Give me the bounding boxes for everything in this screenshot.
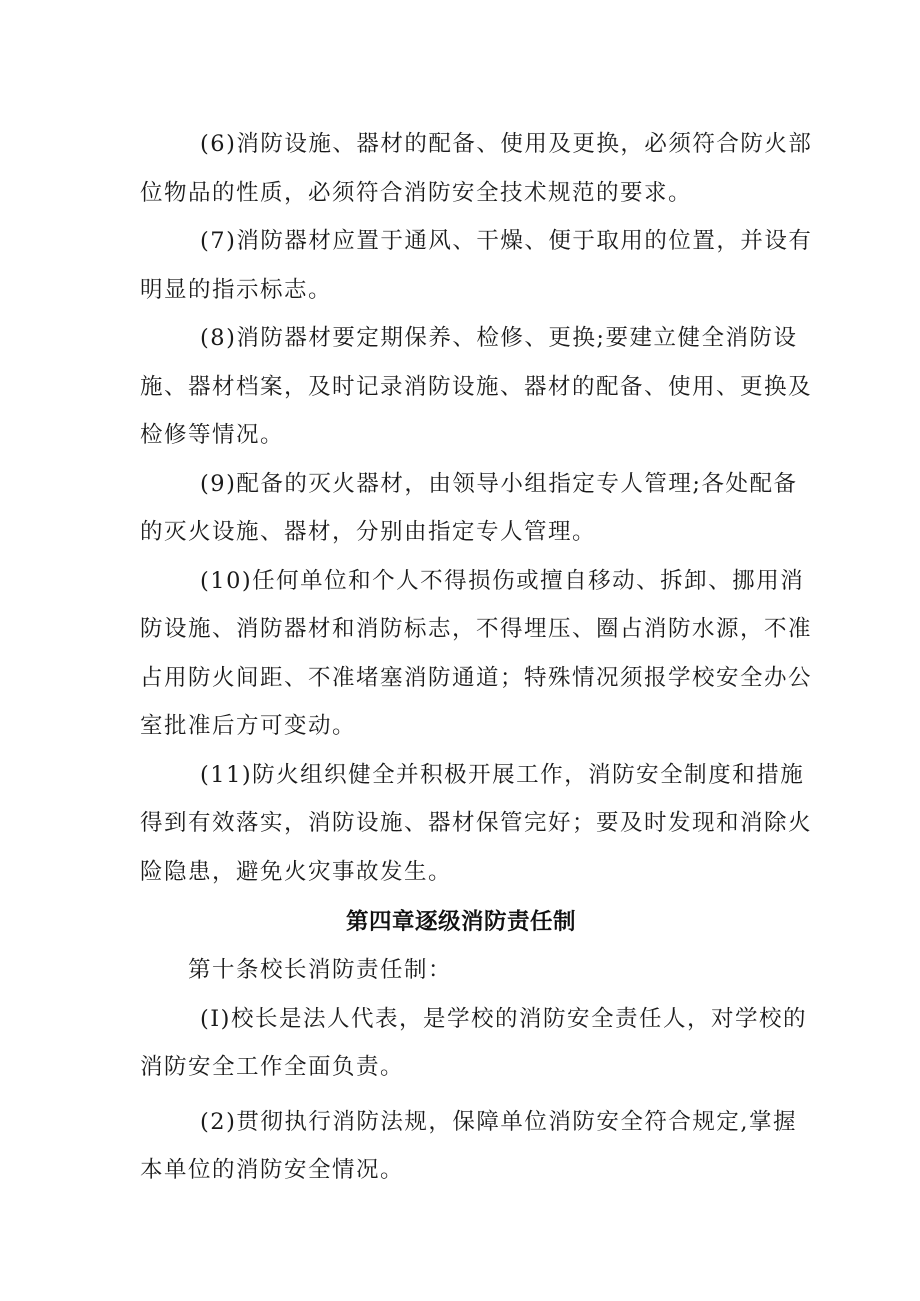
text-line: 防设施、消防器材和消防标志，不得埋压、圈占消防水源，不准 [140, 616, 813, 642]
text-line: 险隐患，避免火灾事故发生。 [140, 858, 453, 885]
text-line: (2)贯彻执行消防法规，保障单位消防安全符合规定,掌握 [200, 1108, 798, 1135]
text-line: 的灭火设施、器材，分别由指定专人管理。 [140, 519, 597, 545]
text-line: 消防安全工作全面负责。 [140, 1054, 405, 1080]
text-line: 明显的指示标志。 [140, 276, 333, 303]
article-heading-text: 第十条校长消防责任制： [188, 957, 453, 983]
text-line: (11)防火组织健全并积极开展工作，消防安全制度和措施 [200, 761, 805, 788]
paragraph-item-7 [140, 217, 813, 314]
text-line: (9)配备的灭火器材，由领导小组指定专人管理;各处配备 [200, 470, 798, 497]
text-line: 施、器材档案，及时记录消防设施、器材的配备、使用、更换及 [140, 373, 813, 400]
text-line: (I)校长是法人代表，是学校的消防安全责任人，对学校的 [200, 1005, 807, 1032]
paragraph-item-10 [140, 557, 813, 751]
text-line: 本单位的消防安全情况。 [140, 1157, 405, 1183]
text-line: 位物品的性质，必须符合消防安全技术规范的要求。 [140, 179, 693, 206]
article-heading [140, 946, 782, 995]
text-line: (6)消防设施、器材的配备、使用及更换，必须符合防火部 [200, 131, 813, 157]
paragraph-item-11 [140, 751, 813, 897]
chapter-title: 第四章逐级消防责任制 [345, 909, 576, 935]
article-paragraph-2 [140, 1098, 798, 1195]
body-text-upper [140, 120, 813, 896]
body-text-lower [140, 946, 807, 1195]
text-line: 检修等情况。 [140, 422, 285, 448]
text-line: (10)任何单位和个人不得损伤或擅自移动、拆卸、挪用消 [200, 567, 805, 594]
text-line: 室批准后方可变动。 [140, 713, 357, 739]
article-paragraph-1 [140, 995, 807, 1092]
paragraph-item-8 [140, 314, 813, 460]
paragraph-item-6 [140, 120, 813, 217]
text-line: (8)消防器材要定期保养、检修、更换;要建立健全消防设 [200, 325, 798, 351]
text-line: 占用防火间距、不准堵塞消防通道；特殊情况须报学校安全办公 [140, 664, 813, 691]
paragraph-item-9 [140, 460, 798, 557]
text-line: 得到有效落实，消防设施、器材保管完好；要及时发现和消除火 [140, 810, 813, 836]
text-line: (7)消防器材应置于通风、干燥、便于取用的位置，并设有 [200, 228, 813, 254]
